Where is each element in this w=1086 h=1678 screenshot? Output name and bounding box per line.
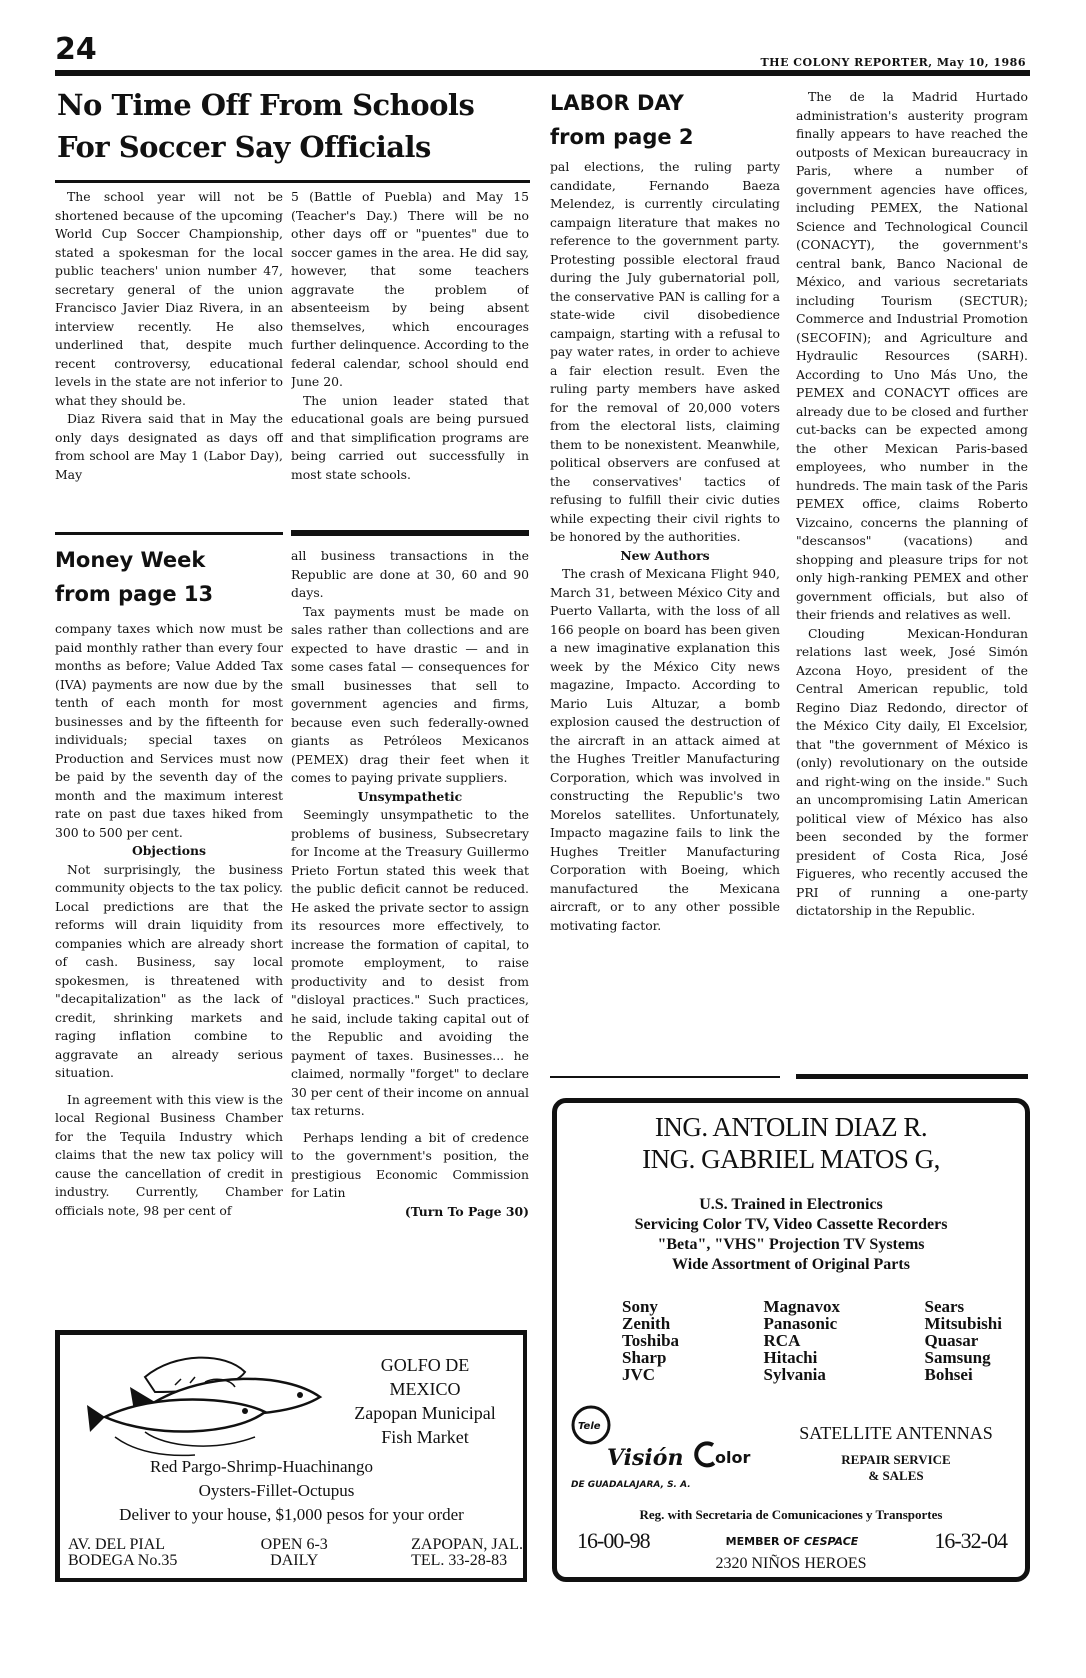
paragraph: pal elections, the ruling party candidate, Fernando Baeza Melendez, is currently circulating campaign literature that makes no reference to the government party. Protesting possible electoral fraud during the July gubernatorial poll, the conservative PAN is calling for a state-wide civil disobedience campaign, starting with a refusal to pay water rates, in order to achieve a fair election result. Even the ruling party members have asked for the removal of 20,000 voters from the electoral lists, claiming them to be nonexistent. Meanwhile, political observers are confused at the conservatives' tactics of refusing to fulfill their civic duties while expecting their civil rights to be honored by the authorities.: [550, 159, 780, 544]
column-rule: [55, 532, 283, 535]
jump-line: (Turn To Page 30): [404, 1203, 529, 1219]
satellite-heading: SATELLITE ANTENNAS: [799, 1423, 993, 1443]
ad-address: 2320 NIÑOS HEROES: [715, 1555, 867, 1572]
paragraph: Perhaps lending a bit of credence to the government's position, the prestigious Economic Commission for Latin: [291, 1129, 529, 1200]
brand: JVC: [622, 1365, 656, 1384]
svg-text:olor: olor: [715, 1448, 751, 1467]
column-rule: [550, 1076, 780, 1078]
repair-line: REPAIR SERVICE: [841, 1452, 951, 1467]
money-week-kicker: [55, 543, 283, 611]
headline-line-2: For Soccer Say Officials: [57, 130, 431, 164]
money-column-2: [291, 547, 529, 1327]
owner-name: ING. ANTOLIN DIAZ R.: [654, 1112, 928, 1142]
brand-column: [925, 1298, 1002, 1383]
brand: Magnavox: [763, 1297, 841, 1316]
paragraph: company taxes which now must be paid monthly rather than every four months as before; Value Added Tax (IVA) payments are now due by the tenth of each month for most businesses and by the fifteenth for individuals; special taxes on Production and Services must now be paid by the seventh day of the month and the maximum interest rate on past due taxes hiked from 300 to 500 per cent.: [55, 621, 283, 840]
phone-number: 16-32-04: [934, 1528, 1007, 1553]
paragraph: Clouding Mexican-Honduran relations last week, José Simón Azcona Hoyo, president of the Central American republic, told Regino Diaz Redondo, director of the México City daily, El Excelsior, that "the government of México is (only) revolutionary on the outside and right-wing on the inside." Such an uncompromising Latin American political view of México has also been seconded by the former president of Costa Rica, José Figueres, who recently accused the PRI of running a one-party dictatorship in the Republic.: [796, 625, 1028, 918]
brand: Quasar: [924, 1331, 979, 1350]
phone-line: TEL. 33-28-83: [411, 1552, 508, 1569]
brand: Hitachi: [763, 1348, 818, 1367]
products-line: Oysters-Fillet-Octupus: [198, 1481, 355, 1500]
logo-mark-icon: [571, 1405, 761, 1471]
paragraph: 5 (Battle of Puebla) and May 15 (Teacher's Day.) There will be no other days off or "puentes" due to soccer games in the area. He did say, however, that some teachers aggravate the problem of absenteeism by being absent themselves, which encourages further delinquence. According to the federal calendar, school should end June 20.: [291, 189, 529, 389]
city-line: ZAPOPAN, JAL.: [411, 1536, 523, 1553]
service-line: Wide Assortment of Original Parts: [672, 1256, 910, 1273]
paragraph: The de la Madrid Hurtado administration's austerity program finally appears to have reached the outposts of Mexican bureaucracy in Paris, where a number of government agencies have offices, including PEMEX, the National Science and Technological Council (CONACYT), the government's central bank, Banco Nacional de México, and various secretariats including Tourism (SECTUR); Commerce and Industrial Promotion (SECOFIN); and Agriculture and Hydraulic Resources (SARH). According to Uno Más Uno, the PEMEX and CONACYT offices are already due to be closed and further cut-backs can be expected among the other Mexican Paris-based employees, who number in the hundreds. The main task of the Paris PEMEX office, claims Roberto Vizcaino, concerns the planning of "descansos" (vacations) and shopping and pleasure trips for not only high-ranking PEMEX and other government officials, but also of their friends and relatives as well.: [796, 89, 1028, 622]
labor-day-kicker: [550, 86, 780, 154]
column-rule: [291, 530, 529, 536]
televisioncolor-logo: [571, 1405, 761, 1495]
fish-market-name: [335, 1353, 515, 1449]
labor-column-4: [796, 88, 1028, 1073]
brand-column: [622, 1298, 679, 1383]
kicker-title: LABOR DAY: [550, 91, 684, 115]
kicker-jump: from page 13: [55, 582, 214, 606]
subhead: Unsympathetic: [357, 788, 463, 804]
column-rule: [796, 1074, 1028, 1079]
subhead: Objections: [131, 843, 207, 858]
paragraph: The crash of Mexicana Flight 940, March 31, between México City and Puerto Vallarta, with the loss of all 166 people on board has been given a new imaginative explanation this week by the México City news magazine, Impacto. According to Mario Luis Altuzar, a bomb explosion caused the destruction of the aircraft in an attack aimed at the Hughes Treitler Manufacturing Corporation, which was involved in constructing the Republic's two Morelos satellites. Unfortunately, Impacto magazine fails to link the Hughes Treitler Manufacturing Corporation with Boeing, which manufactured the Mexicana aircraft, or to any other possible motivating factor.: [550, 566, 780, 933]
headline-line-1: No Time Off From Schools: [57, 88, 475, 122]
phones-row: [577, 1528, 1007, 1554]
name-line: Fish Market: [381, 1427, 469, 1447]
fish-products: [60, 1455, 523, 1527]
brand: Mitsubishi: [924, 1314, 1002, 1333]
soccer-headline: [57, 84, 537, 168]
phone-number: 16-00-98: [577, 1528, 650, 1553]
labor-column-3: [550, 158, 780, 1073]
svg-text:Tele: Tele: [578, 1421, 601, 1432]
brand: Sears: [924, 1297, 965, 1316]
name-line: MEXICO: [389, 1379, 461, 1399]
sales-line: & SALES: [868, 1468, 924, 1483]
service-line: U.S. Trained in Electronics: [699, 1196, 883, 1213]
registration-line: Reg. with Secretaria de Comunicaciones y Transportes: [639, 1507, 943, 1522]
brand: Samsung: [924, 1348, 991, 1367]
publication-dateline: THE COLONY REPORTER, May 10, 1986: [760, 56, 1026, 69]
owner-name: ING. GABRIEL MATOS G,: [642, 1144, 940, 1174]
brand: Bohsei: [924, 1365, 973, 1384]
soccer-column-2: [291, 188, 529, 528]
brand: Sony: [622, 1297, 658, 1316]
city-phone: [411, 1537, 523, 1569]
paragraph: In agreement with this view is the local Regional Business Chamber for the Tequila Industry which claims that the new tax policy will cause the cancellation of credit in industry. Currently, Chamber officials note, 98 per cent of: [55, 1091, 283, 1218]
paragraph: Diaz Rivera said that in May the only days designated as days off from school are May 1 (Labor Day), May: [55, 411, 283, 482]
hours-line: DAILY: [270, 1552, 319, 1569]
address: [68, 1537, 177, 1569]
page-number: 24: [55, 32, 97, 67]
hours-line: OPEN 6-3: [260, 1536, 328, 1553]
tv-repair-ad: [552, 1098, 1030, 1582]
brand: Zenith: [622, 1314, 671, 1333]
hours: [261, 1537, 328, 1569]
logo-subtitle: DE GUADALAJARA, S. A.: [571, 1480, 691, 1490]
brand: RCA: [763, 1331, 801, 1350]
fish-market-ad: [55, 1330, 527, 1582]
member-label: MEMBER OF: [725, 1534, 801, 1548]
service-line: "Beta", "VHS" Projection TV Systems: [657, 1236, 925, 1253]
headline-rule: [55, 180, 530, 183]
brand: Sharp: [622, 1348, 667, 1367]
brand: Sylvania: [763, 1365, 826, 1384]
brand-column: [764, 1298, 841, 1383]
products-line: Red Pargo-Shrimp-Huachinango: [149, 1457, 373, 1476]
owners: [557, 1111, 1025, 1175]
paragraph: Not surprisingly, the business community objects to the tax policy. Local predictions are that the reforms will drain liquidity from companies which are already short of cash. Business, say local spokesmen, is threatened with "decapitalization" as the lack of credit, shrinking markets and raging inflation combine to aggravate an already serious situation.: [55, 861, 283, 1080]
delivery-line: Deliver to your house, $1,000 pesos for your order: [119, 1505, 464, 1524]
svg-text:Visión: Visión: [607, 1445, 684, 1471]
paragraph: all business transactions in the Republic are done at 30, 60 and 90 days.: [291, 548, 529, 600]
paragraph: Seemingly unsympathetic to the problems of business, Subsecretary for Income at the Treasury Guillermo Prieto Fortun stated this week that the public deficit cannot be reduced. He asked the private sector to assign its resources more effectively, to increase the formation of capital, to promote employment, to raise productivity and to desist from "disloyal practices." Such practices, he said, include taking capital out of the Republic and avoiding the payment of taxes. Businesses... he claimed, normally "forget" to declare 30 per cent of their income on annual tax returns.: [291, 807, 529, 1118]
money-column-1: [55, 620, 283, 1320]
fish-illustration-icon: [85, 1347, 325, 1462]
kicker-jump: from page 2: [550, 125, 694, 149]
address-line: BODEGA No.35: [68, 1552, 178, 1569]
name-line: Zapopan Municipal: [354, 1403, 496, 1423]
paragraph: The school year will not be shortened because of the upcoming World Cup Soccer Championship, stated a spokesman for the local public teachers' union number 47, secretary general of the union Francisco Javier Diaz Rivera, in an interview recently. He also underlined that, despite much recent controversy, educational levels in the state are not inferior to what they should be.: [55, 189, 283, 408]
service-line: Servicing Color TV, Video Cassette Recorders: [634, 1216, 948, 1233]
name-line: GOLFO DE: [380, 1355, 470, 1375]
brand: Toshiba: [622, 1331, 680, 1350]
services: [557, 1195, 1025, 1275]
paragraph: The union leader stated that educational goals are being pursued and that simplification programs are being carried out successfully in most state schools.: [291, 392, 529, 482]
soccer-column-1: [55, 188, 283, 528]
masthead-rule: [55, 70, 1030, 76]
kicker-title: Money Week: [55, 548, 206, 572]
fish-ad-footer: [68, 1537, 523, 1569]
member-org: CESPACE: [804, 1534, 859, 1548]
brand: Panasonic: [763, 1314, 838, 1333]
subhead: New Authors: [620, 547, 710, 563]
brand-list: [622, 1298, 1002, 1383]
membership: [726, 1535, 859, 1548]
paragraph: Tax payments must be made on sales rather than collections and are expected to have drastic — and in some cases fatal — consequences for small businesses that sell to government agencies and firms, because even such federally-owned giants as Petróleos Mexicanos (PEMEX) drag their feet when it comes to paying private suppliers.: [291, 603, 529, 785]
satellite-section: [765, 1423, 1027, 1484]
address-line: AV. DEL PIAL: [68, 1536, 166, 1553]
